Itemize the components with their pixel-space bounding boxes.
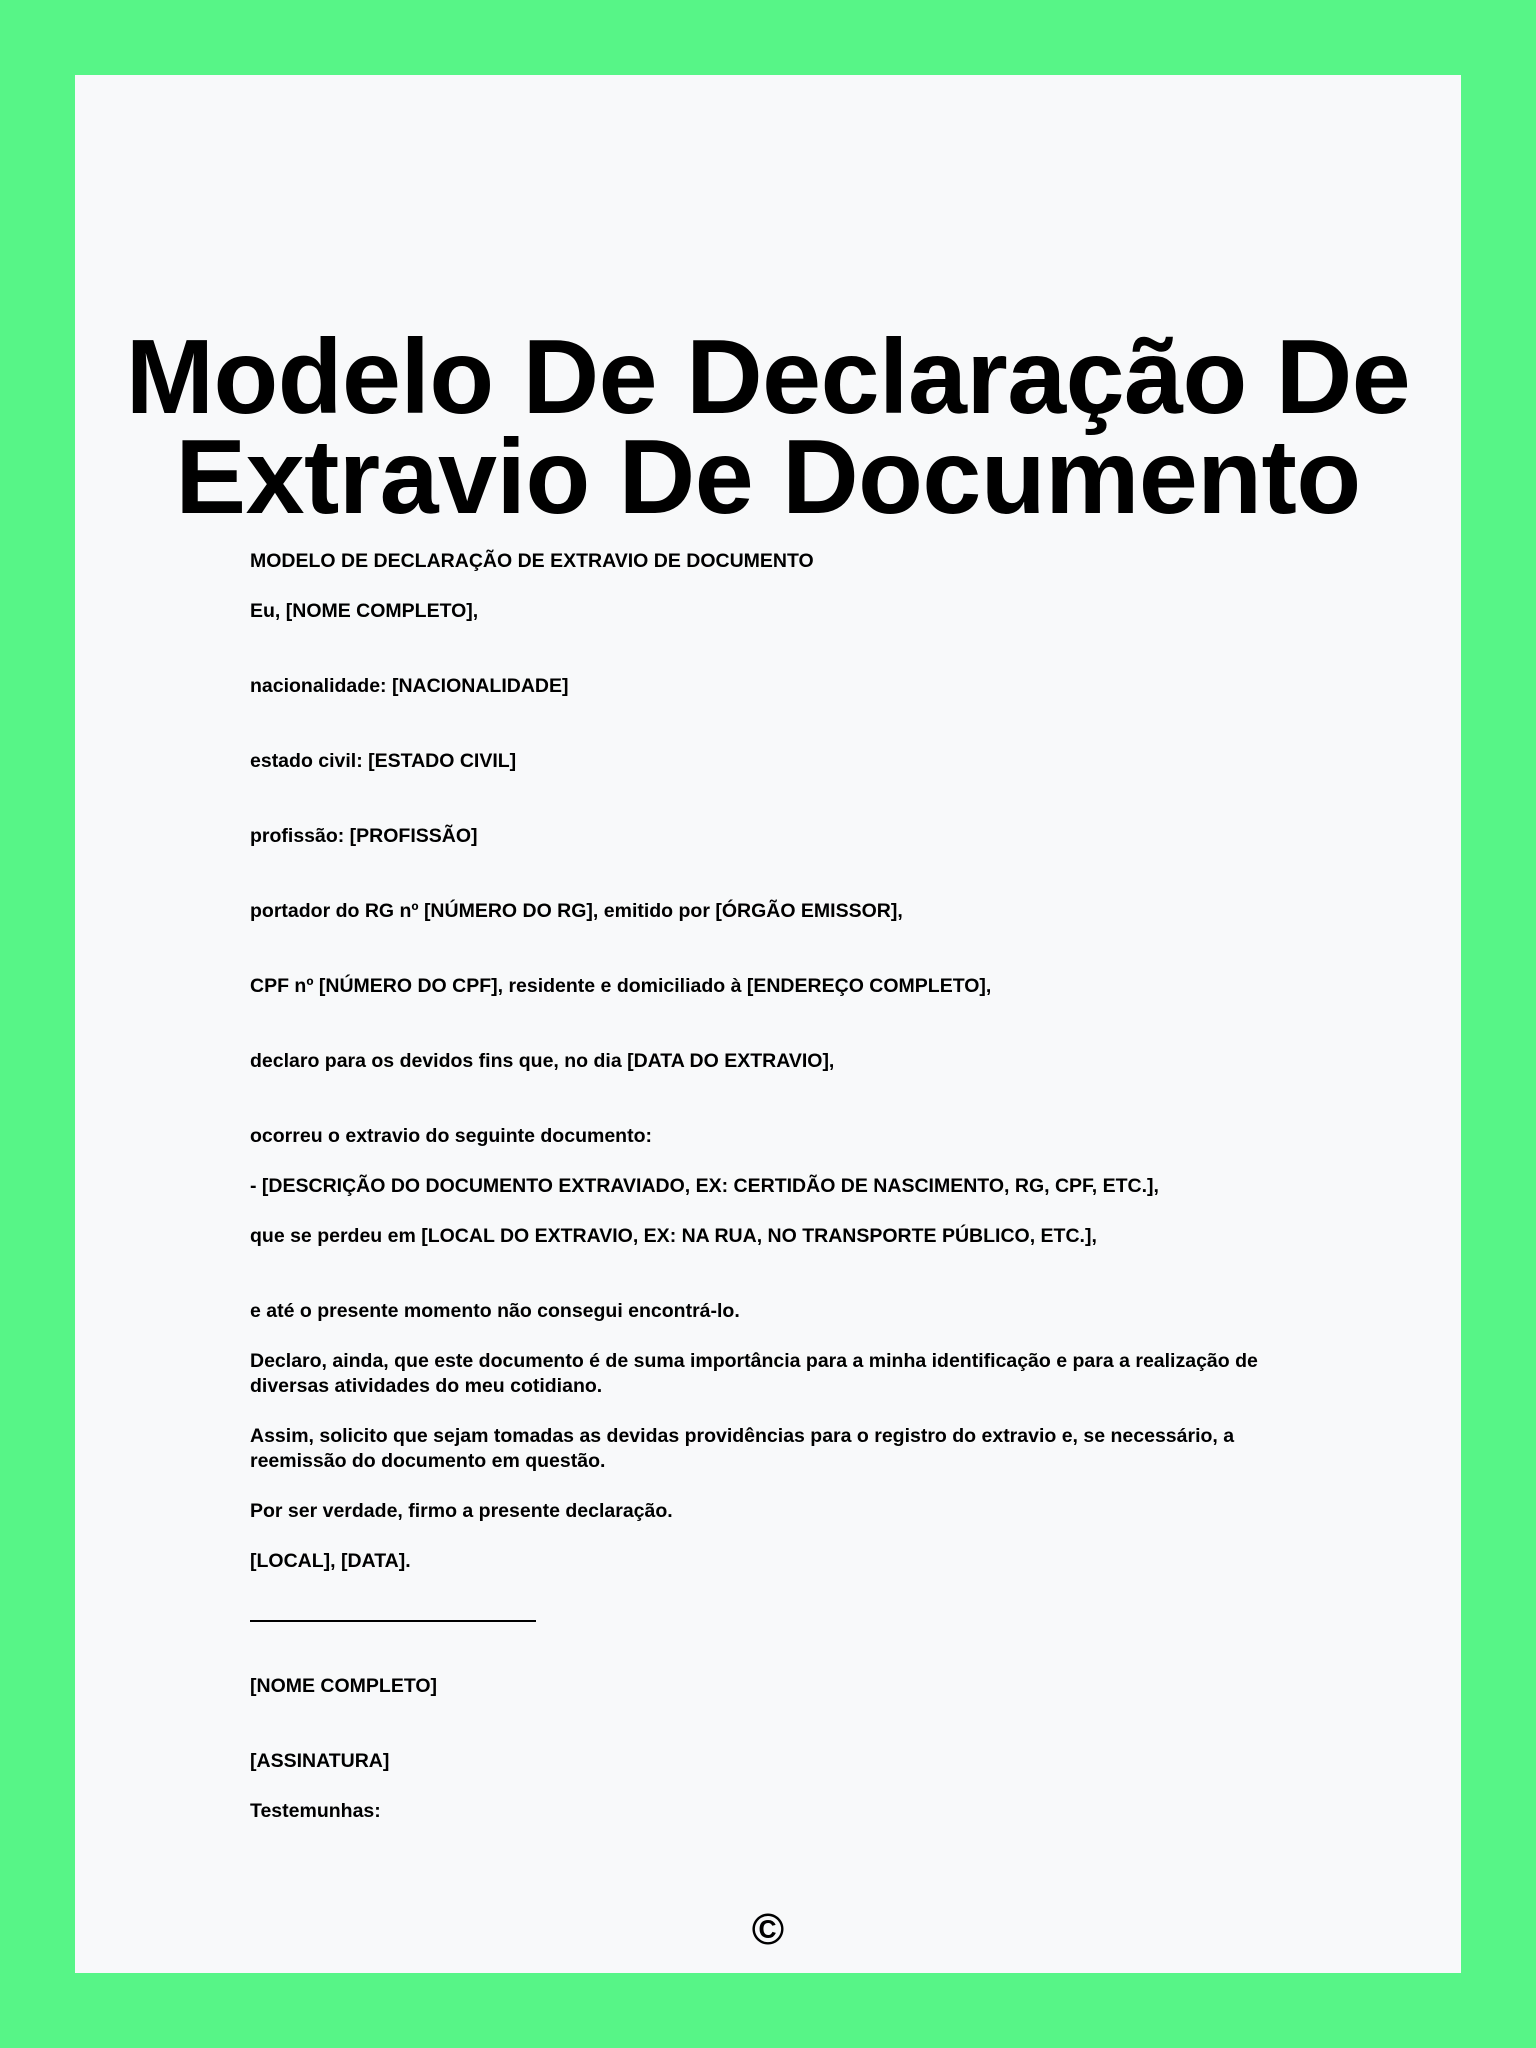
text-line: nacionalidade: [NACIONALIDADE] [250, 675, 569, 697]
text-paragraph: Declaro, ainda, que este documento é de suma importância para a minha identificação e para a realização de diversas atividades do meu cotidiano. [250, 1350, 1258, 1397]
title-line-1: Modelo De Declaração De [125, 318, 1411, 436]
signature-name: [NOME COMPLETO] [250, 1675, 438, 1697]
title-line-2: Extravio De Documento [175, 418, 1361, 536]
page-title [75, 318, 1461, 536]
witnesses-label: Testemunhas: [250, 1800, 381, 1822]
place-date-line: [LOCAL], [DATA]. [250, 1550, 411, 1572]
text-line: portador do RG nº [NÚMERO DO RG], emitido por [ÓRGÃO EMISSOR], [250, 900, 903, 922]
text-line: Por ser verdade, firmo a presente declaração. [250, 1500, 673, 1522]
document-page [75, 75, 1461, 1973]
declaration-heading: MODELO DE DECLARAÇÃO DE EXTRAVIO DE DOCUMENTO [250, 550, 814, 572]
text-line: profissão: [PROFISSÃO] [250, 825, 478, 847]
text-line: e até o presente momento não consegui encontrá-lo. [250, 1300, 740, 1322]
copyright-icon: © [751, 1905, 785, 1954]
signature-label: [ASSINATURA] [250, 1750, 390, 1772]
text-line: CPF nº [NÚMERO DO CPF], residente e domiciliado à [ENDEREÇO COMPLETO], [250, 975, 992, 997]
text-line: - [DESCRIÇÃO DO DOCUMENTO EXTRAVIADO, EX: CERTIDÃO DE NASCIMENTO, RG, CPF, ETC.], [250, 1175, 1159, 1197]
signature-line [250, 1620, 536, 1622]
text-line: que se perdeu em [LOCAL DO EXTRAVIO, EX: NA RUA, NO TRANSPORTE PÚBLICO, ETC.], [250, 1225, 1097, 1247]
text-paragraph: Assim, solicito que sejam tomadas as devidas providências para o registro do extravio e, se necessário, a reemissão do documento em questão. [250, 1425, 1235, 1472]
text-line: Eu, [NOME COMPLETO], [250, 600, 479, 622]
text-line: ocorreu o extravio do seguinte documento: [250, 1125, 652, 1147]
text-line: estado civil: [ESTADO CIVIL] [250, 750, 517, 772]
text-line: declaro para os devidos fins que, no dia [DATA DO EXTRAVIO], [250, 1050, 835, 1072]
